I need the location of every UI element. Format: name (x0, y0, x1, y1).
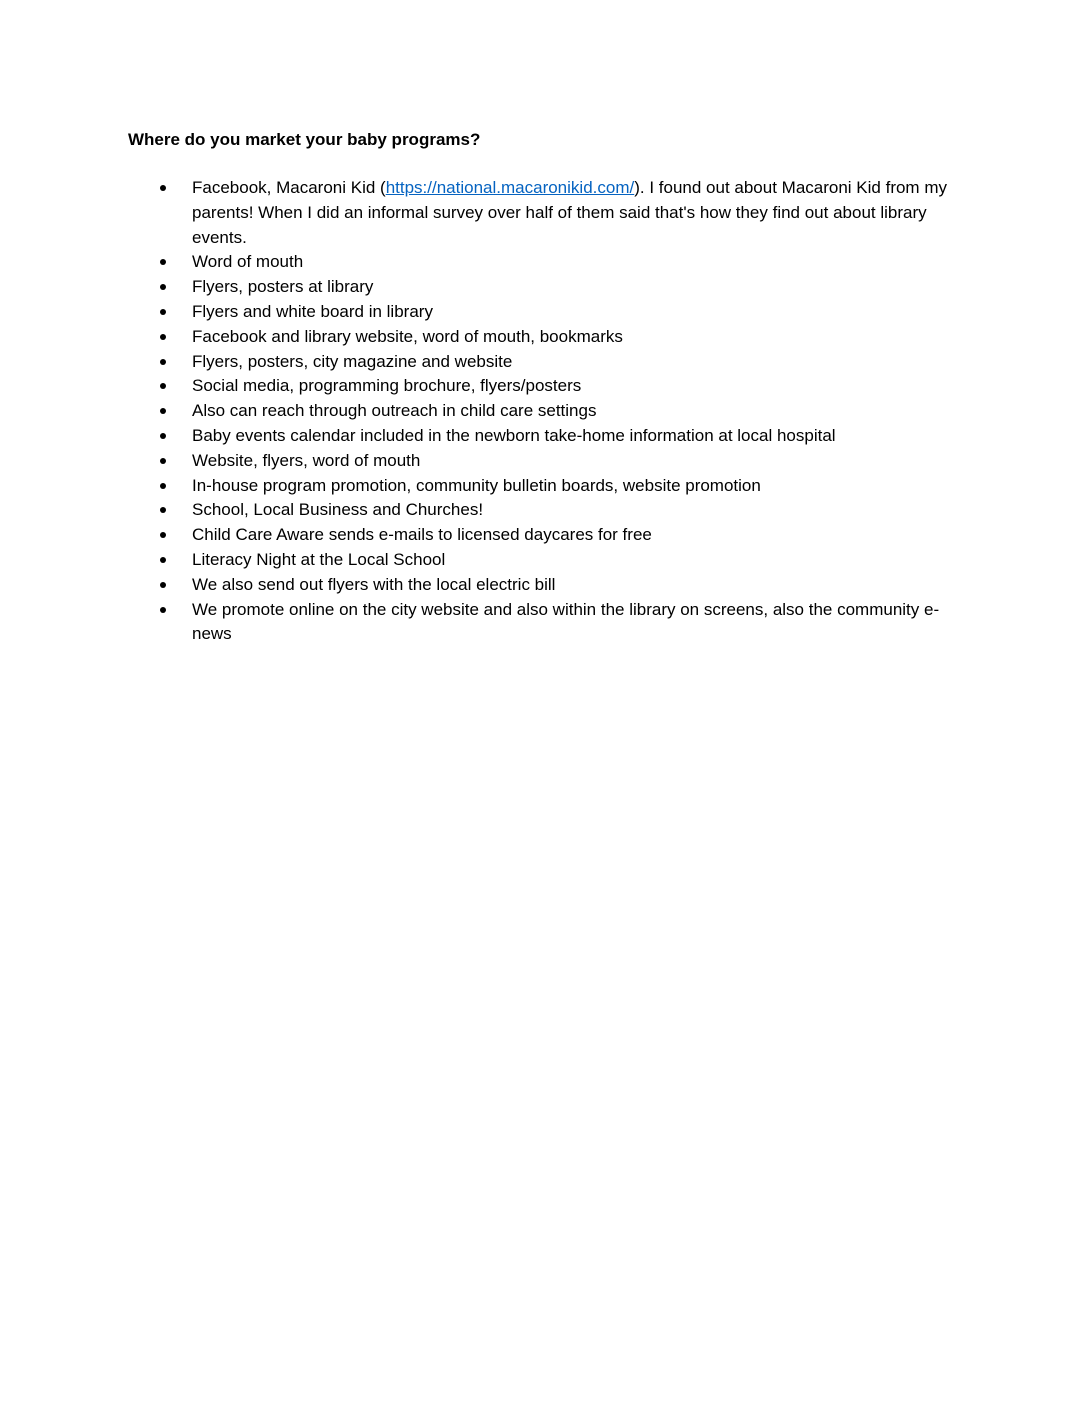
bullet-icon (160, 359, 166, 365)
list-item-text: We promote online on the city website and also within the library on screens, also the community e-news (192, 599, 940, 644)
list-item (0, 598, 962, 648)
list-item-text: Flyers and white board in library (192, 301, 433, 321)
bullet-icon (160, 185, 166, 191)
list-item (0, 300, 962, 325)
list-item-text: Child Care Aware sends e-mails to licensed daycares for free (192, 525, 652, 545)
list-item-text: In-house program promotion, community bulletin boards, website promotion (192, 475, 761, 495)
list-item-text: Literacy Night at the Local School (192, 549, 446, 569)
list-item (0, 523, 962, 548)
bullet-icon (160, 557, 166, 563)
list-item-text: Also can reach through outreach in child care settings (192, 401, 597, 421)
answer-list (0, 176, 1088, 647)
list-item (0, 250, 962, 275)
macaroni-kid-link[interactable]: https://national.macaronikid.com/ (385, 178, 635, 197)
bullet-icon (160, 582, 166, 588)
list-item (0, 573, 962, 598)
question-heading: Where do you market your baby programs? (128, 130, 481, 149)
list-item (0, 350, 962, 375)
list-item (0, 176, 962, 250)
list-item (0, 399, 962, 424)
bullet-icon (160, 309, 166, 315)
list-item (0, 449, 962, 474)
list-item (0, 275, 962, 300)
list-item (0, 474, 962, 499)
list-item-text: Website, flyers, word of mouth (192, 450, 421, 470)
list-item-text: Flyers, posters, city magazine and website (192, 351, 513, 371)
bullet-icon (160, 433, 166, 439)
bullet-icon (160, 507, 166, 513)
list-item (0, 325, 962, 350)
list-item-text: Flyers, posters at library (192, 277, 374, 297)
list-item (0, 548, 962, 573)
bullet-icon (160, 458, 166, 464)
list-item (0, 498, 962, 523)
bullet-icon (160, 607, 166, 613)
list-item-text: Social media, programming brochure, flyers/posters (192, 376, 582, 396)
list-item-text: Word of mouth (192, 252, 304, 272)
item-text-after-link: ). I found out about Macaroni Kid from my parents! When I did an informal survey over half of them said that's how they find out about library events. (192, 178, 947, 247)
item-text-before-link: Facebook, Macaroni Kid ( (192, 178, 386, 197)
list-item-text: Baby events calendar included in the newborn take-home information at local hospital (192, 425, 836, 445)
bullet-icon (160, 284, 166, 290)
list-item (0, 374, 962, 399)
bullet-icon (160, 334, 166, 340)
bullet-icon (160, 259, 166, 265)
list-item (0, 424, 962, 449)
list-item-text: We also send out flyers with the local electric bill (192, 574, 556, 594)
bullet-icon (160, 383, 166, 389)
bullet-icon (160, 408, 166, 414)
list-item-text: Facebook and library website, word of mouth, bookmarks (192, 326, 623, 346)
list-item-text: School, Local Business and Churches! (192, 500, 484, 520)
bullet-icon (160, 483, 166, 489)
bullet-icon (160, 532, 166, 538)
